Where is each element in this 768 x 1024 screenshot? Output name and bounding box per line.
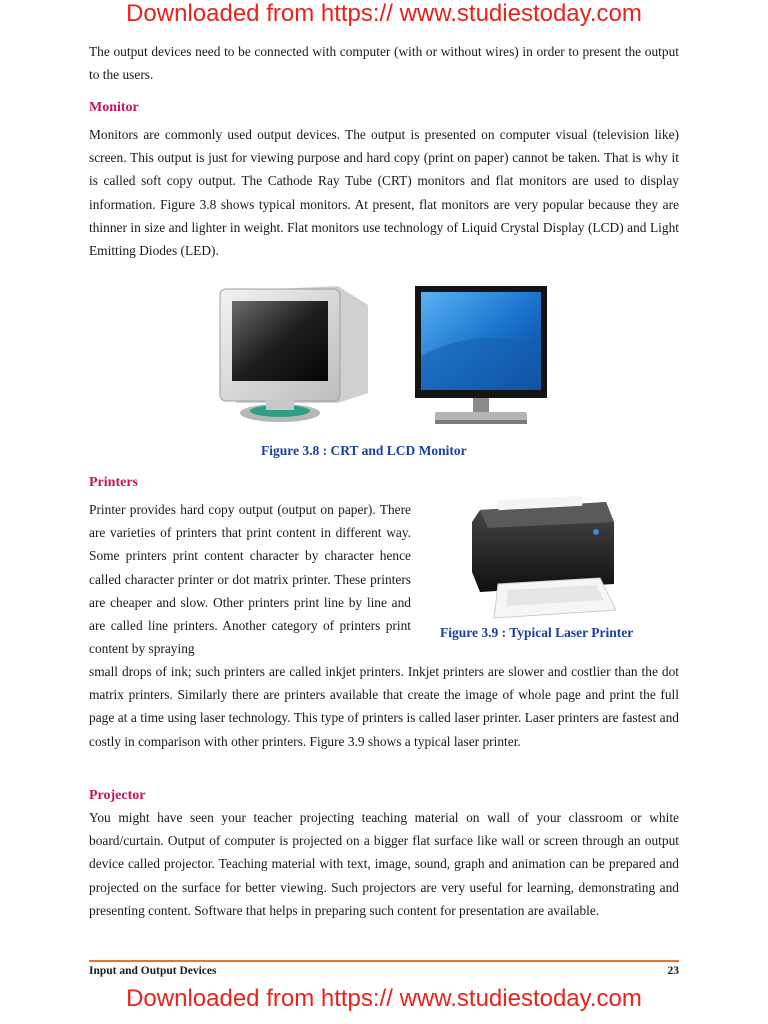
crt-monitor-image [218, 283, 378, 428]
printers-paragraph-side: Printer provides hard copy output (output on paper). There are varieties of printers that print content in different way. Some printers print content character by character hence called character printer or dot matrix printer. These printers are cheaper and slow. Other printers print line by line and are called line printers. Another category of printers print content by spraying [89, 502, 411, 657]
printers-heading: Printers [89, 475, 138, 490]
download-banner-bottom: Downloaded from https:// www.studiestoday.com [126, 985, 642, 1012]
monitor-heading: Monitor [89, 100, 139, 115]
printers-paragraph-full: small drops of ink; such printers are called inkjet printers. Inkjet printers are slower and costlier than the dot matrix printers. Similarly there are printers available that create the image of whole page and print the full page at a time using laser technology. This type of printers is called laser printer. Laser printers are fastest and costly in comparison with other printers. Figure 3.9 shows a typical laser printer. [89, 664, 679, 749]
projector-paragraph: You might have seen your teacher projecting teaching material on wall of your classroom or white board/curtain. Output of computer is projected on a bigger flat surface like wall or screen through an output device called projector. Teaching material with text, image, sound, graph and animation can be prepared and projected on the surface for better viewing. Such projectors are very useful for learning, demonstrating and presenting content. Software that helps in preparing such content for presentation are available. [89, 810, 679, 918]
monitor-paragraph: Monitors are commonly used output devices. The output is presented on computer visual (television like) screen. This output is just for viewing purpose and hard copy (print on paper) cannot be taken. That is why it is called soft copy output. The Cathode Ray Tube (CRT) monitors and flat monitors are used to display information. Figure 3.8 shows typical monitors. At present, flat monitors are very popular because they are thinner in size and lighter in weight. Flat monitors use technology of Liquid Crystal Display (LCD) and Light Emitting Diodes (LED). [89, 127, 679, 259]
footer-chapter-title: Input and Output Devices [89, 965, 217, 977]
lcd-monitor-image [415, 286, 547, 428]
page-number: 23 [667, 965, 679, 977]
laser-printer-image [468, 492, 620, 620]
figure-3-8-caption: Figure 3.8 : CRT and LCD Monitor [261, 443, 467, 458]
intro-paragraph: The output devices need to be connected with computer (with or without wires) in order to present the output to the users. [89, 44, 679, 83]
download-banner-top: Downloaded from https:// www.studiestoday.com [126, 0, 642, 27]
footer-rule [89, 960, 679, 962]
figure-3-9-caption: Figure 3.9 : Typical Laser Printer [440, 625, 634, 640]
projector-heading: Projector [89, 788, 146, 803]
